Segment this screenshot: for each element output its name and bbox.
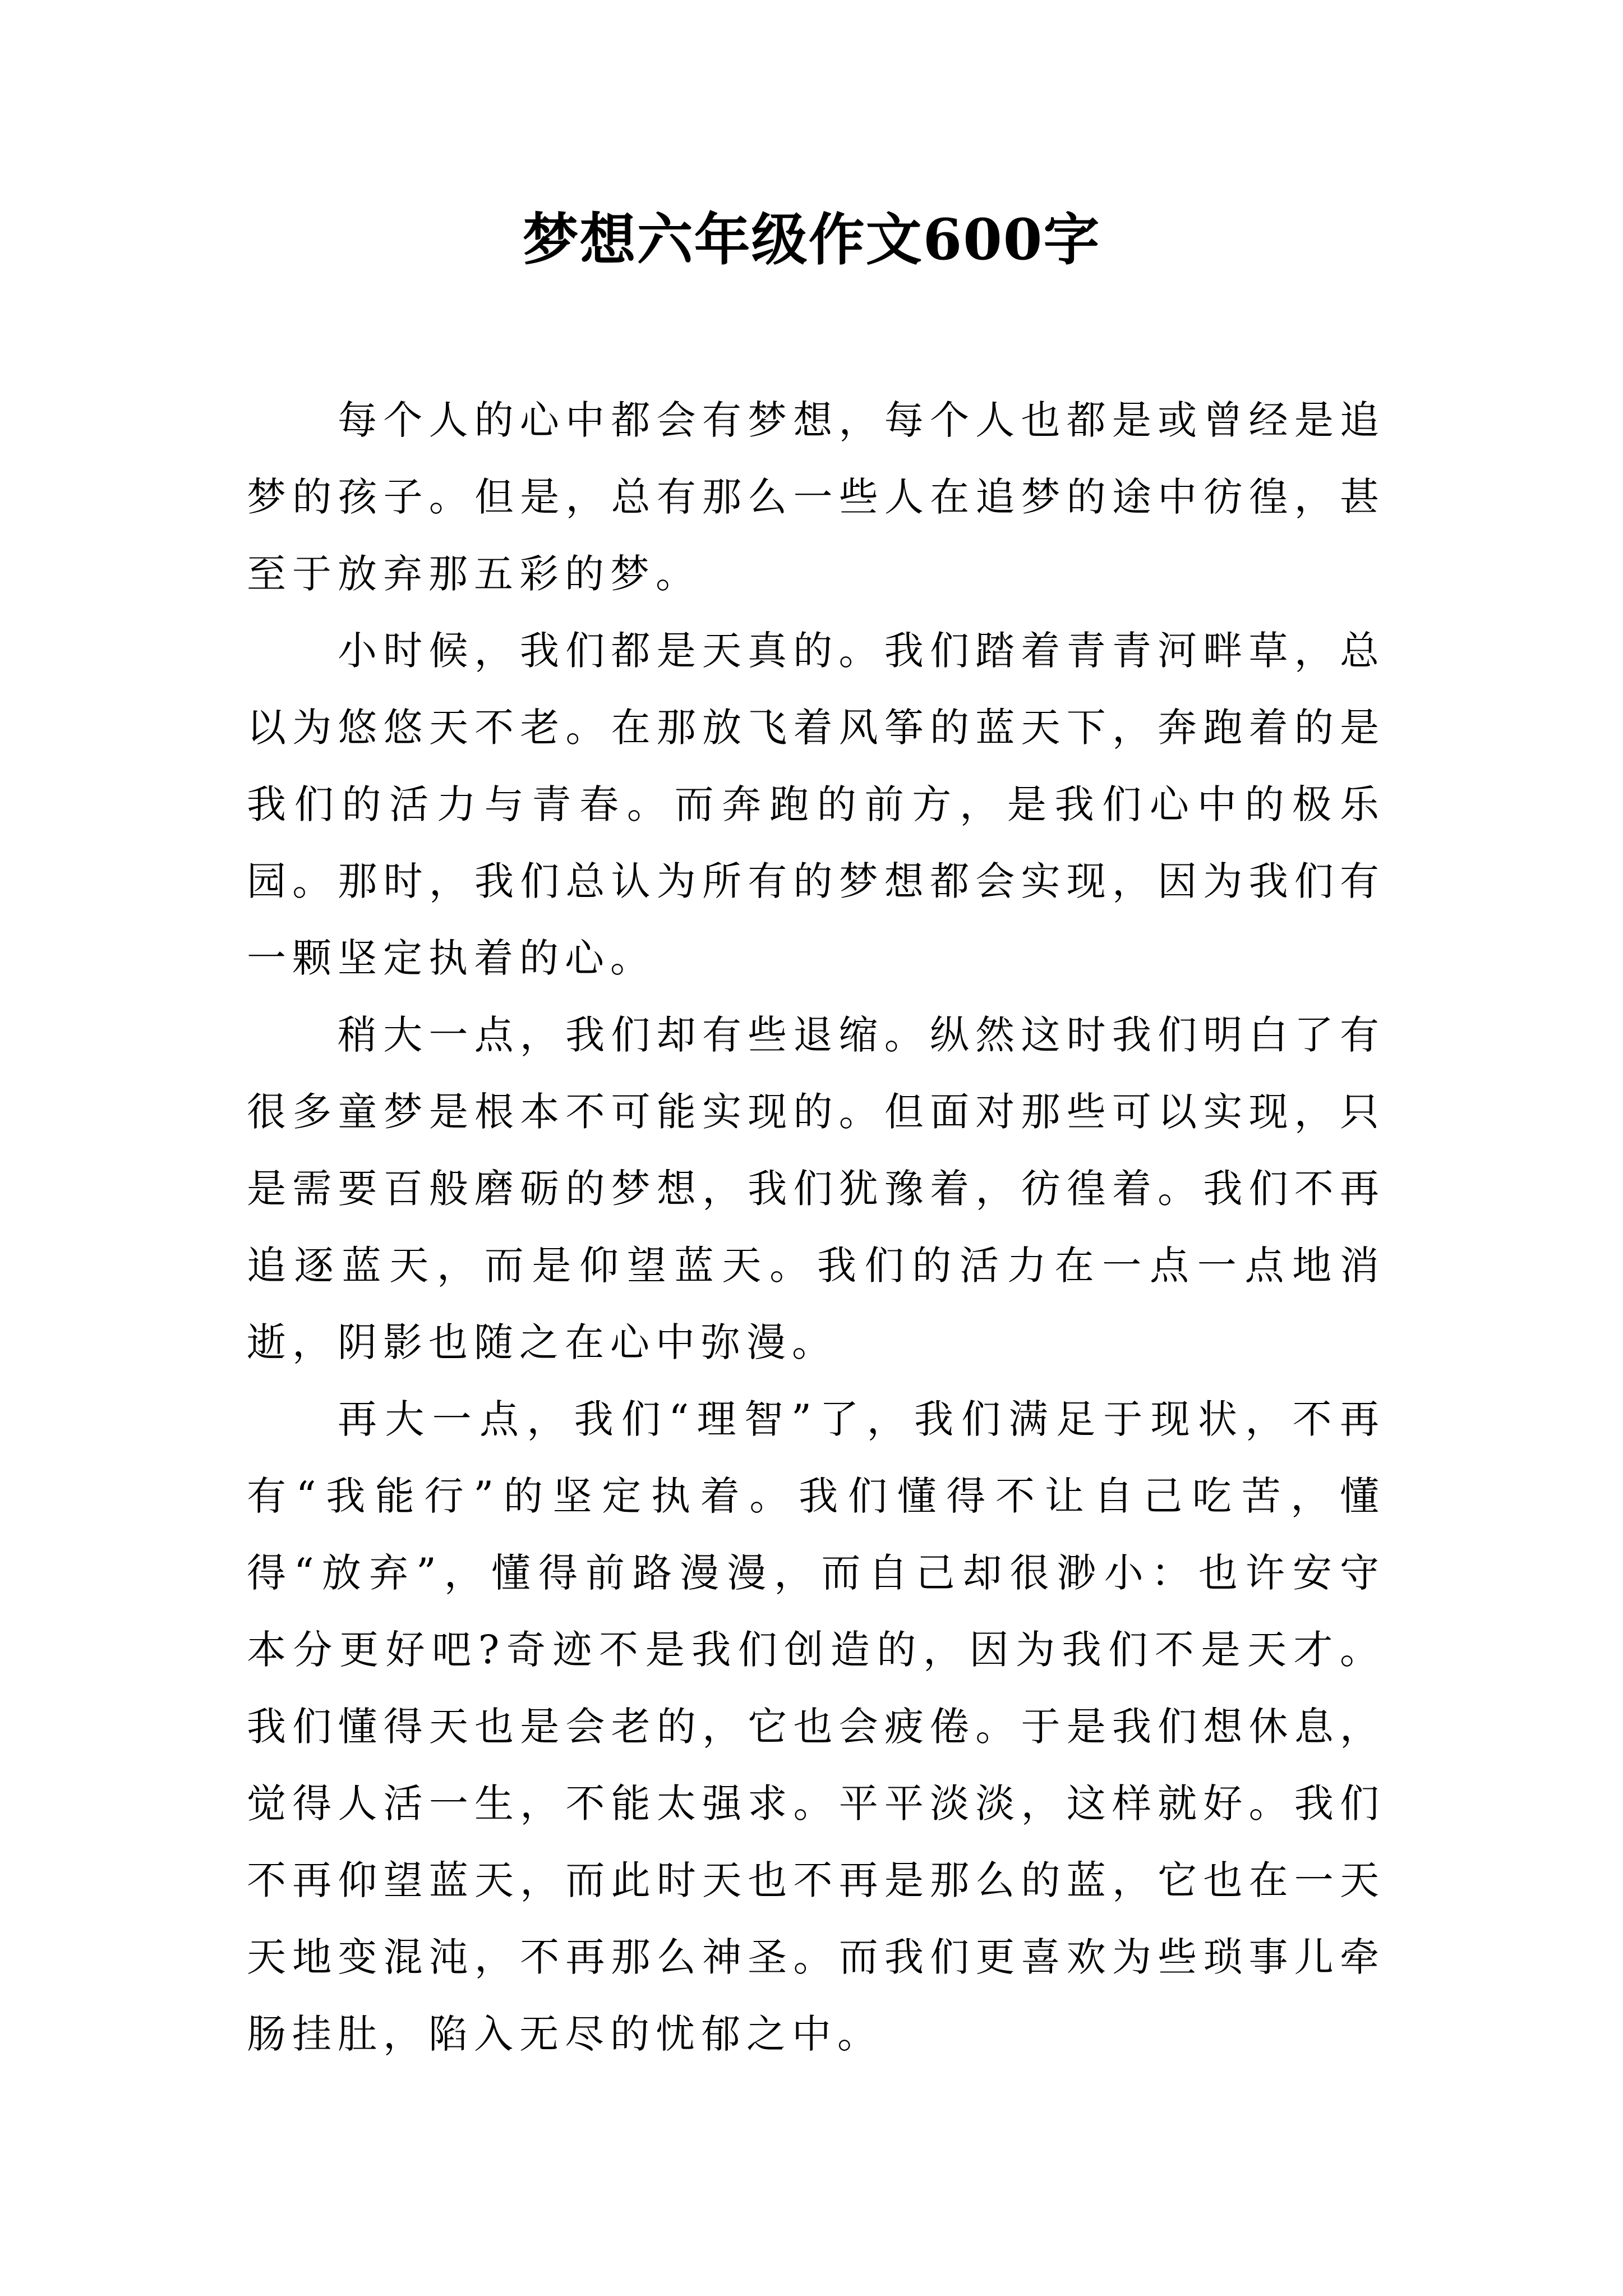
paragraph-2: 小时候，我们都是天真的。我们踏着青青河畔草，总以为悠悠天不老。在那放飞着风筝的蓝天下，奔跑着的是我们的活力与青春。而奔跑的前方，是我们心中的极乐园。那时，我们总认为所有的梦想都会实现，因为我们有一颗坚定执着的心。 <box>247 628 1385 981</box>
paragraph-1: 每个人的心中都会有梦想，每个人也都是或曾经是追梦的孩子。但是，总有那么一些人在追梦的途中彷徨，甚至于放弃那五彩的梦。 <box>247 397 1385 597</box>
paragraph-4: 再大一点，我们“理智”了，我们满足于现状，不再有“我能行”的坚定执着。我们懂得不让自己吃苦，懂得“放弃”，懂得前路漫漫，而自己却很渺小：也许安守本分更好吧?奇迹不是我们创造的，因为我们不是天才。我们懂得天也是会老的，它也会疲倦。于是我们想休息，觉得人活一生，不能太强求。平平淡淡，这样就好。我们不再仰望蓝天，而此时天也不再是那么的蓝，它也在一天天地变混沌，不再那么神圣。而我们更喜欢为些琐事儿牵肠挂肚，陷入无尽的忧郁之中。 <box>247 1396 1385 2057</box>
paragraph-3: 稍大一点，我们却有些退缩。纵然这时我们明白了有很多童梦是根本不可能实现的。但面对那些可以实现，只是需要百般磨砺的梦想，我们犹豫着，彷徨着。我们不再追逐蓝天，而是仰望蓝天。我们的活力在一点一点地消逝，阴影也随之在心中弥漫。 <box>247 1012 1385 1365</box>
article-body <box>247 382 1385 2073</box>
page-title: 梦想六年级作文600字 <box>522 206 1101 273</box>
